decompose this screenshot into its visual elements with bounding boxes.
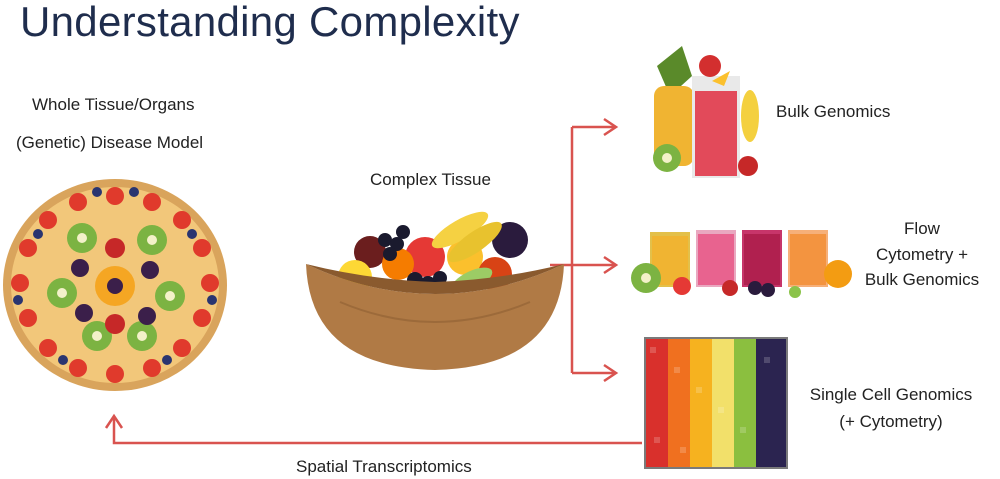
flow-label-3: Bulk Genomics: [864, 270, 980, 289]
fruit-bowl-image: [300, 202, 570, 374]
spatial-transcriptomics-label: Spatial Transcriptomics: [296, 457, 472, 476]
smoothie-image: [652, 46, 760, 182]
flow-label-1: Flow: [904, 219, 940, 238]
return-arrow-line: [114, 418, 642, 443]
page-title: Understanding Complexity: [20, 0, 520, 45]
bulk-genomics-label: Bulk Genomics: [776, 102, 891, 121]
flow-label-2: Cytometry +: [875, 245, 969, 264]
smoothie-row-image: [630, 222, 852, 300]
single-cell-label-2: (+ Cytometry): [839, 412, 943, 431]
whole-tissue-label: Whole Tissue/Organs: [32, 95, 195, 114]
disease-model-label: (Genetic) Disease Model: [16, 133, 204, 152]
chopped-fruit-image: [644, 337, 788, 469]
complex-tissue-label: Complex Tissue: [370, 170, 491, 189]
fruit-tart-image: [2, 178, 228, 392]
single-cell-label-1: Single Cell Genomics: [809, 385, 973, 404]
